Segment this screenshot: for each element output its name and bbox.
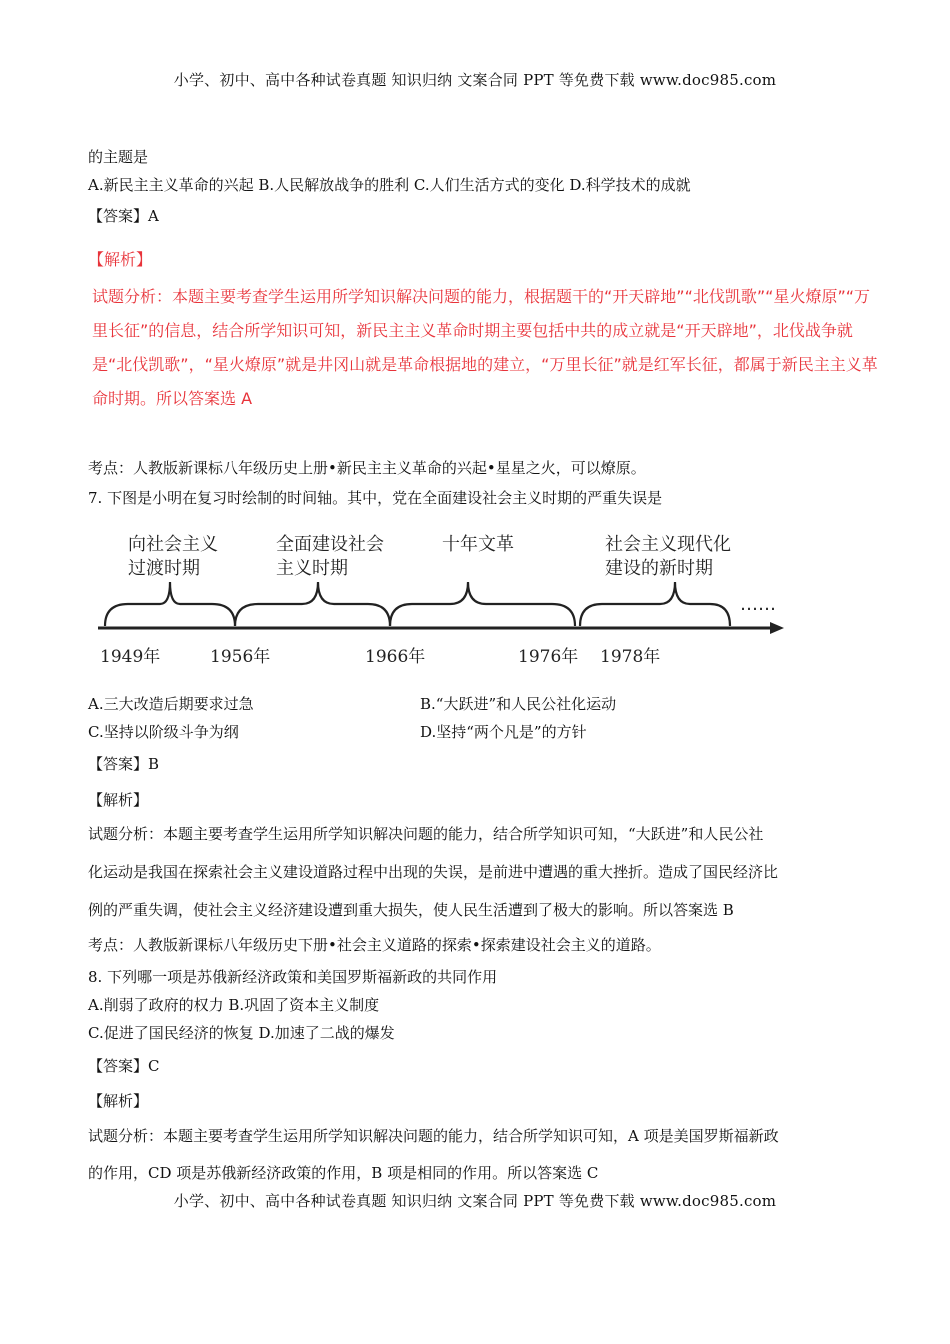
period-4-line2: 建设的新时期 — [605, 558, 713, 579]
timeline-diagram — [90, 520, 810, 670]
q7-analysis-line-1: 试题分析：本题主要考查学生运用所学知识解决问题的能力，结合所学知识可知，“大跃进”和人民公社 — [88, 825, 764, 843]
q7-point: 考点：人教版新课标八年级历史下册•社会主义道路的探索•探索建设社会主义的道路。 — [88, 936, 661, 954]
q7-stem: 7. 下图是小明在复习时绘制的时间轴。其中，党在全面建设社会主义时期的严重失误是 — [88, 489, 663, 507]
q8-answer: 【答案】C — [88, 1057, 160, 1075]
q6-options: A.新民主主义革命的兴起 B.人民解放战争的胜利 C.人们生活方式的变化 D.科学技术的成就 — [88, 176, 691, 194]
q7-option-b: B.“大跃进”和人民公社化运动 — [420, 695, 617, 713]
period-1-line1: 向社会主义 — [128, 534, 218, 555]
page-footer: 小学、初中、高中各种试卷真题 知识归纳 文案合同 PPT 等免费下载 www.doc985.com — [173, 1192, 777, 1210]
period-3-line1: 十年文革 — [442, 534, 514, 555]
q7-answer: 【答案】B — [88, 755, 160, 773]
q6-point: 考点：人教版新课标八年级历史上册•新民主主义革命的兴起•星星之火，可以燎原。 — [88, 459, 646, 477]
q8-analysis-line-1: 试题分析：本题主要考查学生运用所学知识解决问题的能力，结合所学知识可知，A 项是美国罗斯福新政 — [88, 1127, 779, 1145]
period-2-line2: 主义时期 — [276, 558, 348, 579]
q8-stem: 8. 下列哪一项是苏俄新经济政策和美国罗斯福新政的共同作用 — [88, 968, 498, 986]
q7-analysis-line-2: 化运动是我国在探索社会主义建设道路过程中出现的失误，是前进中遭遇的重大挫折。造成了国民经济比 — [88, 863, 779, 881]
year-1956: 1956年 — [210, 647, 271, 667]
q6-answer: 【答案】A — [88, 207, 159, 225]
q6-analysis-heading: 【解析】 — [88, 250, 153, 269]
q7-option-c: C.坚持以阶级斗争为纲 — [88, 723, 239, 741]
page-header: 小学、初中、高中各种试卷真题 知识归纳 文案合同 PPT 等免费下载 www.doc985.com — [173, 71, 777, 89]
year-1978: 1978年 — [600, 647, 661, 667]
timeline-ellipsis: …… — [740, 594, 776, 615]
q8-analysis-line-2: 的作用，CD 项是苏俄新经济政策的作用，B 项是相同的作用。所以答案选 C — [88, 1164, 599, 1182]
q7-analysis-heading: 【解析】 — [88, 791, 149, 809]
q8-options-line-2: C.促进了国民经济的恢复 D.加速了二战的爆发 — [88, 1024, 395, 1042]
q7-option-a: A.三大改造后期要求过急 — [88, 695, 254, 713]
q7-option-d: D.坚持“两个凡是”的方针 — [420, 723, 587, 741]
q6-stem-tail: 的主题是 — [88, 148, 149, 166]
timeline-arrow — [770, 622, 784, 634]
brace-period-4 — [580, 582, 730, 626]
q7-analysis-line-3: 例的严重失调，使社会主义经济建设遭到重大损失，使人民生活遭到了极大的影响。所以答案选 B — [88, 901, 734, 919]
q8-analysis-heading: 【解析】 — [88, 1092, 149, 1110]
brace-period-1 — [105, 582, 235, 626]
period-1-line2: 过渡时期 — [128, 558, 200, 579]
year-1976: 1976年 — [518, 647, 579, 667]
brace-period-2 — [235, 582, 390, 626]
q6-analysis-text: 试题分析：本题主要考查学生运用所学知识解决问题的能力，根据题干的“开天辟地”“北伐凯歌”“星火燎原”“万里长征”的信息，结合所学知识可知，新民主主义革命时期主要包括中共的成立就是“开天辟地”，北伐战争就是“北伐凯歌”，“星火燎原”就是井冈山就是革命根据地的建立，“万里长征”就是红军长征，都属于新民主主义革命时期。所以答案选 A — [92, 287, 878, 408]
brace-period-3 — [390, 582, 575, 626]
year-1949: 1949年 — [100, 647, 161, 667]
q8-options-line-1: A.削弱了政府的权力 B.巩固了资本主义制度 — [88, 996, 380, 1014]
period-4-line1: 社会主义现代化 — [605, 534, 731, 555]
period-2-line1: 全面建设社会 — [276, 534, 384, 555]
year-1966: 1966年 — [365, 647, 426, 667]
